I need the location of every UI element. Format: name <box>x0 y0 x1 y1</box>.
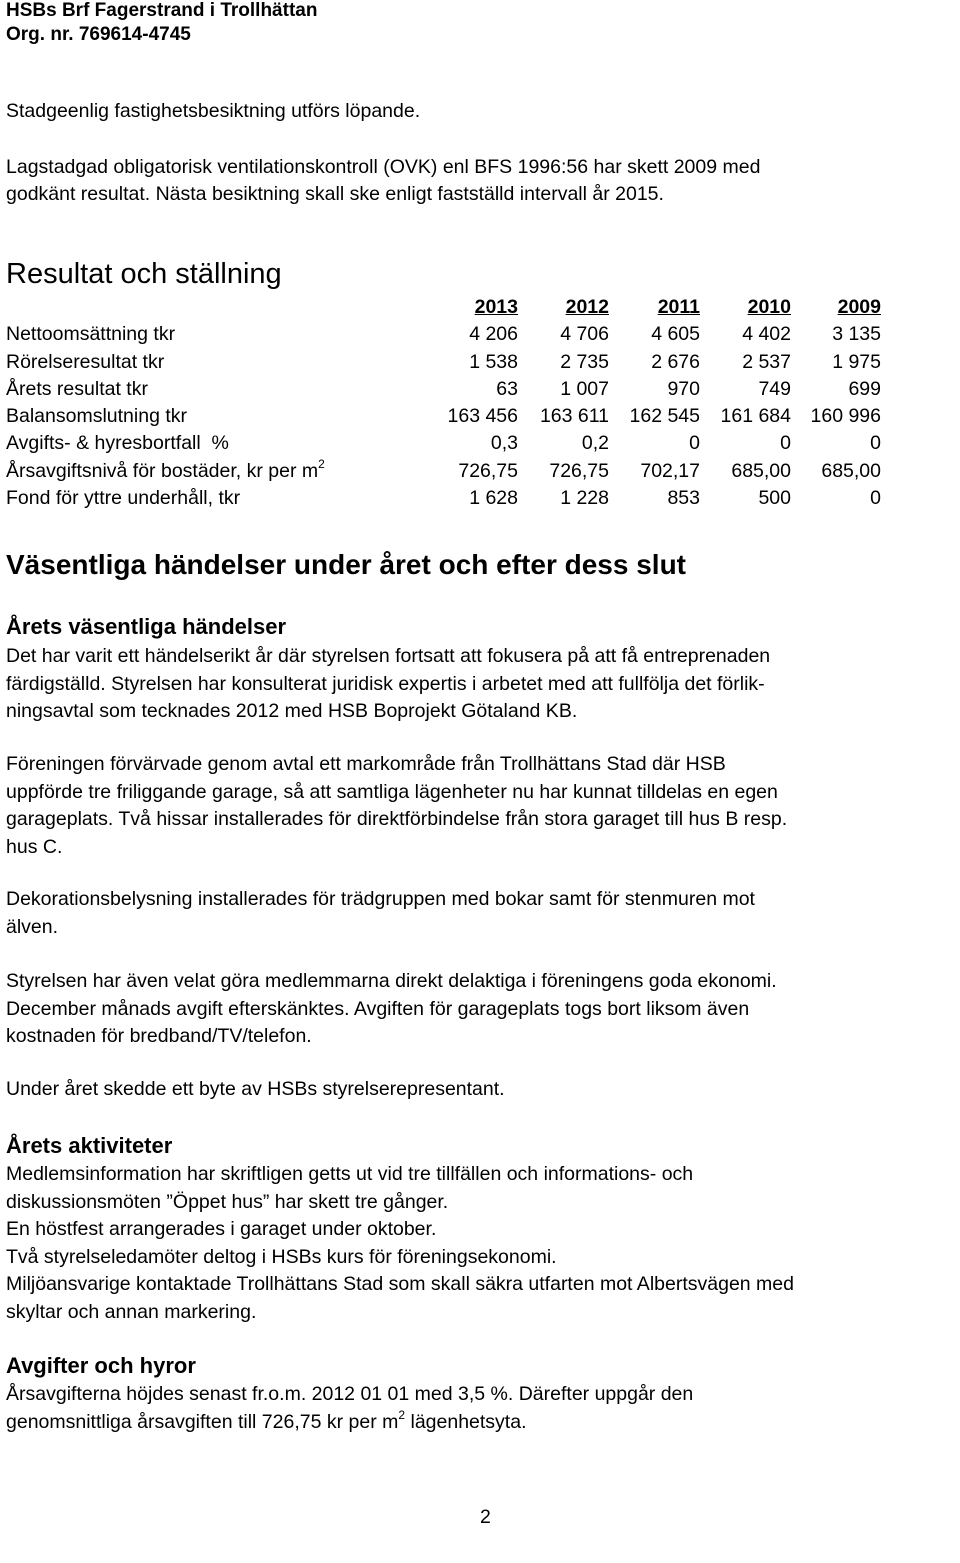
text-segment: genomsnittliga årsavgiften till 726,75 kr per m <box>6 1410 399 1433</box>
table-cell: 0 <box>689 432 700 455</box>
table-cell: 4 402 <box>742 323 791 346</box>
table-cell: 1 538 <box>469 350 518 373</box>
table-cell: 162 545 <box>629 405 700 428</box>
table-cell: 160 996 <box>810 405 881 428</box>
table-cell: 4 706 <box>560 323 609 346</box>
year-header: 2012 <box>565 296 609 318</box>
text-line: skyltar och annan markering. <box>6 1300 257 1323</box>
events-paragraph-5 <box>6 1076 956 1104</box>
table-row <box>6 485 881 512</box>
table-cell: 726,75 <box>458 459 518 482</box>
text-line: December månads avgift efterskänktes. Avgiften för garageplats togs bort liksom även <box>6 997 750 1020</box>
table-cell: 853 <box>667 487 700 510</box>
text-line: En höstfest arrangerades i garaget under oktober. <box>6 1218 437 1240</box>
text-line: färdigställd. Styrelsen har konsulterat juridisk expertis i arbetet med att fullfölja det förlik- <box>6 672 765 695</box>
table-row <box>6 458 881 485</box>
text-line: garageplats. Två hissar installerades för direktförbindelse från stora garaget till hus B resp. <box>6 808 788 830</box>
text-line: älven. <box>6 915 59 938</box>
row-label: Avgifts- & hyresbortfall % <box>6 432 229 455</box>
table-cell: 2 537 <box>742 350 791 373</box>
organization-number: Org. nr. 769614-4745 <box>6 24 191 45</box>
table-cell: 685,00 <box>821 459 881 482</box>
fees-paragraph <box>6 1381 956 1436</box>
superscript: 2 <box>318 456 325 471</box>
table-cell: 0,3 <box>490 432 518 455</box>
financial-table <box>6 294 881 512</box>
row-label: Fond för yttre underhåll, tkr <box>6 487 241 510</box>
table-cell: 685,00 <box>731 459 791 482</box>
activities-title: Årets aktiviteter <box>6 1133 173 1158</box>
table-row <box>6 403 881 430</box>
intro-line-2: Lagstadgad obligatorisk ventilationskontroll (OVK) enl BFS 1996:56 har skett 2009 med <box>6 156 761 178</box>
table-cell: 2 735 <box>560 350 609 373</box>
year-header: 2009 <box>837 296 881 318</box>
events-paragraph-3 <box>6 886 956 941</box>
page-number: 2 <box>480 1506 491 1528</box>
fees-title: Avgifter och hyror <box>6 1353 196 1378</box>
events-paragraph-2 <box>6 751 956 861</box>
organization-name: HSBs Brf Fagerstrand i Trollhättan <box>6 0 318 21</box>
table-cell: 702,17 <box>640 459 700 482</box>
text-line: Miljöansvarige kontaktade Trollhättans Stad som skall säkra utfarten mot Albertsvägen med <box>6 1273 794 1295</box>
superscript: 2 <box>398 1407 406 1422</box>
table-cell: 2 676 <box>651 350 700 373</box>
table-cell: 699 <box>848 377 881 400</box>
table-cell: 63 <box>496 377 518 400</box>
table-cell: 163 456 <box>447 405 518 428</box>
events-paragraph-4 <box>6 968 956 1051</box>
table-cell: 726,75 <box>549 459 609 482</box>
text-line: Föreningen förvärvade genom avtal ett markområde från Trollhättans Stad där HSB <box>6 753 726 775</box>
table-cell: 1 628 <box>469 487 518 510</box>
table-cell: 161 684 <box>720 405 791 428</box>
table-header-row <box>6 294 881 321</box>
table-row <box>6 430 881 457</box>
row-label: Nettoomsättning tkr <box>6 323 176 346</box>
table-cell: 1 228 <box>560 487 609 510</box>
table-cell: 0 <box>870 432 881 455</box>
table-cell: 749 <box>758 377 791 400</box>
table-cell: 970 <box>667 377 700 400</box>
year-header: 2011 <box>657 296 700 318</box>
table-cell: 163 611 <box>539 405 609 428</box>
text-line: Under året skedde ett byte av HSBs styrelserepresentant. <box>6 1078 505 1100</box>
row-label-text: Årsavgiftsnivå för bostäder, kr per m <box>6 459 319 482</box>
table-cell: 0 <box>870 487 881 510</box>
intro-line-1: Stadgeenlig fastighetsbesiktning utförs löpande. <box>6 100 421 122</box>
text-line: Medlemsinformation har skriftligen getts ut vid tre tillfällen och informations- och <box>6 1163 694 1185</box>
text-segment: lägenhetsyta. <box>405 1410 527 1433</box>
table-header-label <box>6 294 424 321</box>
events-title: Väsentliga händelser under året och efter dess slut <box>6 549 686 580</box>
events-subtitle: Årets väsentliga händelser <box>6 614 287 639</box>
text-line: diskussionsmöten ”Öppet hus” har skett tre gånger. <box>6 1190 449 1213</box>
row-label: Årets resultat tkr <box>6 377 148 400</box>
text-line <box>6 1409 956 1437</box>
table-row <box>6 321 881 348</box>
table-cell: 3 135 <box>832 323 881 346</box>
table-row <box>6 376 881 403</box>
year-header: 2013 <box>474 296 518 318</box>
row-label: Balansomslutning tkr <box>6 405 188 428</box>
events-paragraph-1 <box>6 643 956 726</box>
text-line: Det har varit ett händelserikt år där styrelsen fortsatt att fokusera på att få entreprenaden <box>6 645 771 667</box>
table-cell: 0 <box>780 432 791 455</box>
intro-line-3: godkänt resultat. Nästa besiktning skall ske enligt fastställd intervall år 2015. <box>6 183 664 205</box>
table-cell: 0,2 <box>581 432 609 455</box>
row-label: Rörelseresultat tkr <box>6 350 165 373</box>
year-header: 2010 <box>747 296 791 318</box>
activities-list <box>6 1161 956 1326</box>
text-line: ningsavtal som tecknades 2012 med HSB Boprojekt Götaland KB. <box>6 700 578 722</box>
text-line: Dekorationsbelysning installerades för trädgruppen med bokar samt för stenmuren mot <box>6 888 755 910</box>
text-line: hus C. <box>6 835 63 858</box>
results-title: Resultat och ställning <box>6 258 282 290</box>
text-line: Styrelsen har även velat göra medlemmarna direkt delaktiga i föreningens goda ekonomi. <box>6 970 777 992</box>
table-row <box>6 349 881 376</box>
text-line: Årsavgifterna höjdes senast fr.o.m. 2012 01 01 med 3,5 %. Därefter uppgår den <box>6 1383 694 1405</box>
row-label <box>6 458 424 485</box>
table-cell: 4 605 <box>651 323 700 346</box>
text-line: uppförde tre friliggande garage, så att samtliga lägenheter nu har kunnat tilldelas en egen <box>6 780 778 803</box>
table-cell: 4 206 <box>469 323 518 346</box>
table-cell: 1 975 <box>832 350 881 373</box>
table-cell: 500 <box>758 487 791 510</box>
text-line: Två styrelseledamöter deltog i HSBs kurs för föreningsekonomi. <box>6 1245 557 1268</box>
text-line: kostnaden för bredband/TV/telefon. <box>6 1025 312 1047</box>
table-cell: 1 007 <box>560 377 609 400</box>
